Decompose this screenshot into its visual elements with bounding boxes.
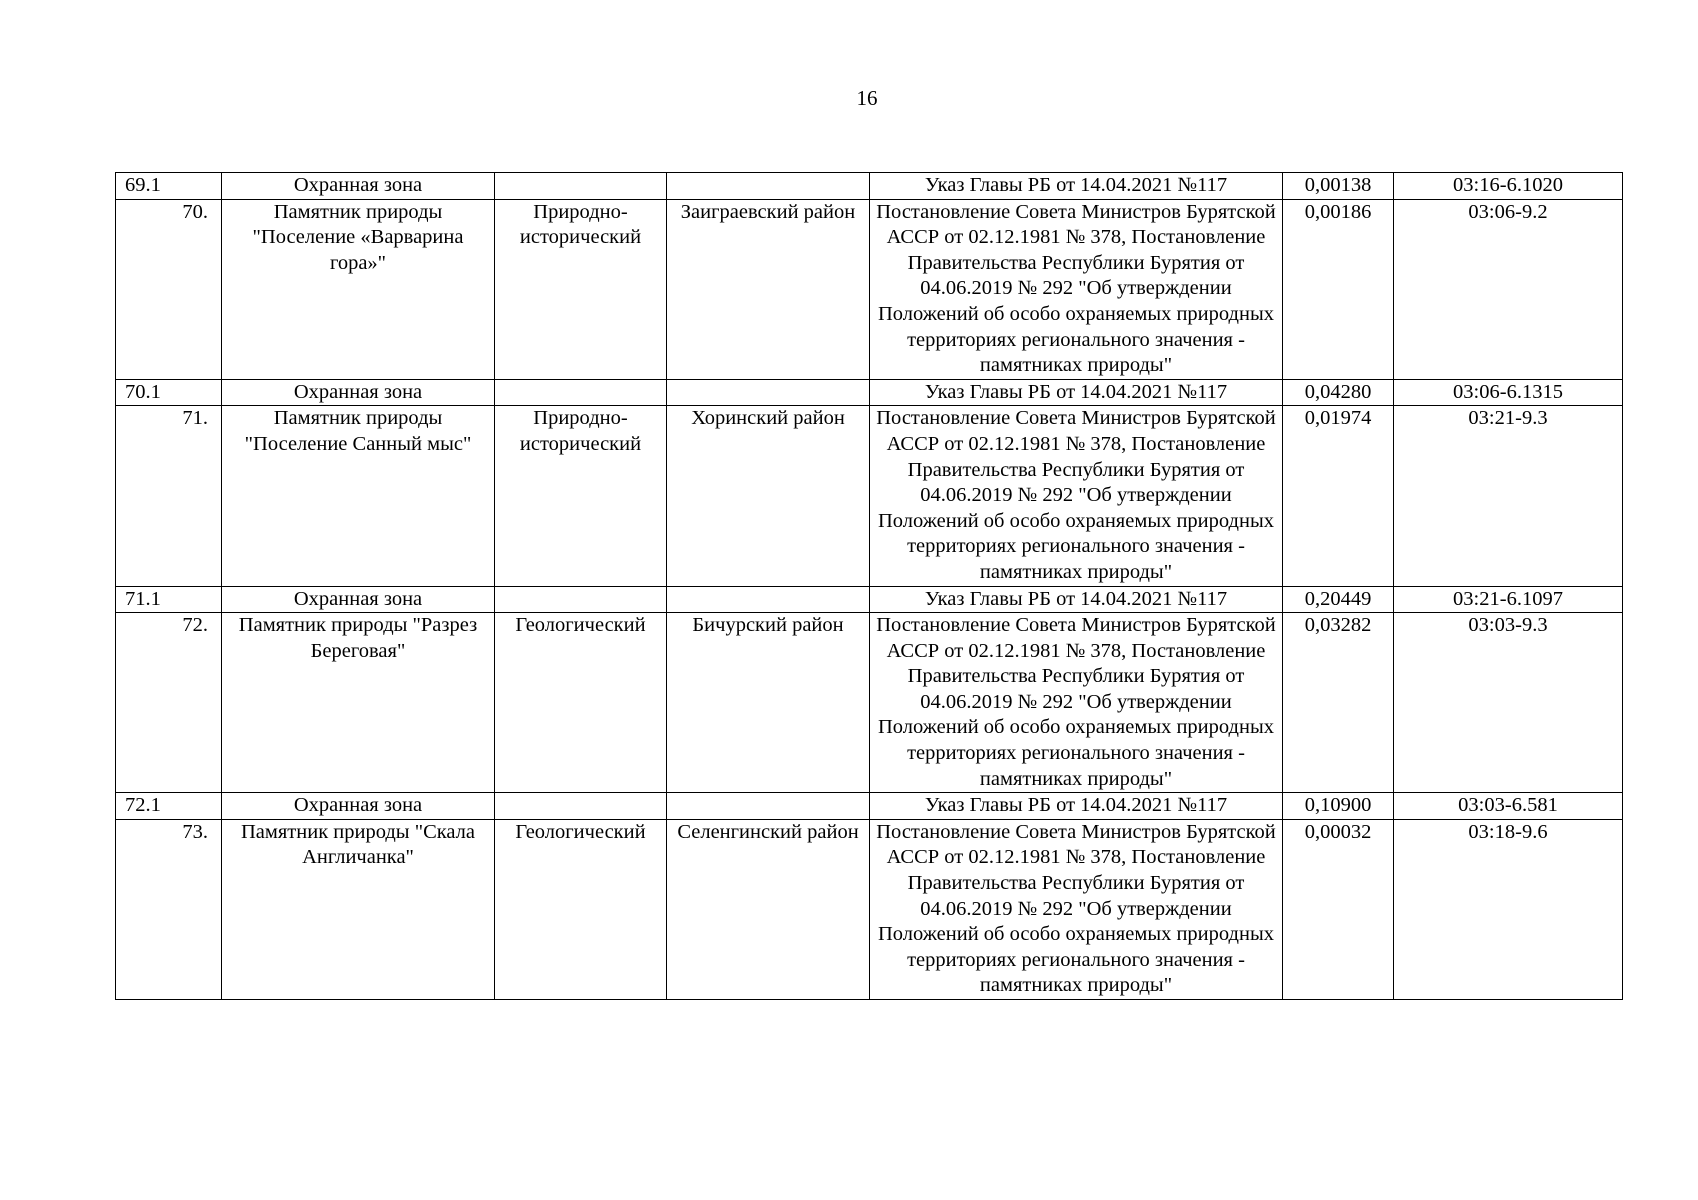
table-row xyxy=(116,379,1623,406)
registry-code: 03:06-9.2 xyxy=(1394,199,1623,379)
object-district: Заиграевский район xyxy=(667,199,870,379)
object-profile: Геологический xyxy=(495,613,667,793)
row-number: 70.1 xyxy=(116,379,222,406)
object-name: Охранная зона xyxy=(222,173,495,200)
legal-document: Указ Главы РБ от 14.04.2021 №117 xyxy=(870,586,1283,613)
row-number: 71.1 xyxy=(116,586,222,613)
object-area: 0,03282 xyxy=(1283,613,1394,793)
object-district: Бичурский район xyxy=(667,613,870,793)
table-row xyxy=(116,613,1623,793)
object-area: 0,00032 xyxy=(1283,819,1394,999)
table-row xyxy=(116,819,1623,999)
protected-areas-table xyxy=(115,172,1623,1000)
object-area: 0,20449 xyxy=(1283,586,1394,613)
legal-document: Указ Главы РБ от 14.04.2021 №117 xyxy=(870,173,1283,200)
object-area: 0,10900 xyxy=(1283,793,1394,820)
object-name: Охранная зона xyxy=(222,793,495,820)
registry-code: 03:21-6.1097 xyxy=(1394,586,1623,613)
registry-code: 03:06-6.1315 xyxy=(1394,379,1623,406)
legal-document: Постановление Совета Министров Бурятской АССР от 02.12.1981 № 378, Постановление Правительства Республики Бурятия от 04.06.2019 № 292 "Об утверждении Положений об особо охраняемых природных территориях регионального значения - памятниках природы" xyxy=(870,199,1283,379)
legal-document: Указ Главы РБ от 14.04.2021 №117 xyxy=(870,379,1283,406)
object-district xyxy=(667,793,870,820)
object-district xyxy=(667,586,870,613)
table-row xyxy=(116,793,1623,820)
registry-code: 03:21-9.3 xyxy=(1394,406,1623,586)
legal-document: Постановление Совета Министров Бурятской АССР от 02.12.1981 № 378, Постановление Правительства Республики Бурятия от 04.06.2019 № 292 "Об утверждении Положений об особо охраняемых природных территориях регионального значения - памятниках природы" xyxy=(870,613,1283,793)
page-number: 16 xyxy=(856,86,878,110)
object-name: Охранная зона xyxy=(222,379,495,406)
object-district xyxy=(667,173,870,200)
object-name: Памятник природы "Скала Англичанка" xyxy=(222,819,495,999)
registry-code: 03:03-9.3 xyxy=(1394,613,1623,793)
table-row xyxy=(116,406,1623,586)
object-district xyxy=(667,379,870,406)
row-number: 71. xyxy=(116,406,222,586)
registry-code: 03:18-9.6 xyxy=(1394,819,1623,999)
row-number: 73. xyxy=(116,819,222,999)
object-area: 0,00186 xyxy=(1283,199,1394,379)
row-number: 70. xyxy=(116,199,222,379)
object-area: 0,04280 xyxy=(1283,379,1394,406)
object-profile xyxy=(495,379,667,406)
table-row xyxy=(116,586,1623,613)
object-profile: Геологический xyxy=(495,819,667,999)
legal-document: Постановление Совета Министров Бурятской АССР от 02.12.1981 № 378, Постановление Правительства Республики Бурятия от 04.06.2019 № 292 "Об утверждении Положений об особо охраняемых природных территориях регионального значения - памятниках природы" xyxy=(870,406,1283,586)
object-name: Охранная зона xyxy=(222,586,495,613)
object-name: Памятник природы "Разрез Береговая" xyxy=(222,613,495,793)
legal-document: Постановление Совета Министров Бурятской АССР от 02.12.1981 № 378, Постановление Правительства Республики Бурятия от 04.06.2019 № 292 "Об утверждении Положений об особо охраняемых природных территориях регионального значения - памятниках природы" xyxy=(870,819,1283,999)
object-district: Селенгинский район xyxy=(667,819,870,999)
row-number: 72. xyxy=(116,613,222,793)
object-profile: Природно-исторический xyxy=(495,406,667,586)
object-profile xyxy=(495,173,667,200)
object-name: Памятник природы "Поселение «Варварина гора»" xyxy=(222,199,495,379)
object-area: 0,01974 xyxy=(1283,406,1394,586)
object-profile xyxy=(495,793,667,820)
table-row xyxy=(116,199,1623,379)
legal-document: Указ Главы РБ от 14.04.2021 №117 xyxy=(870,793,1283,820)
registry-code: 03:03-6.581 xyxy=(1394,793,1623,820)
row-number: 69.1 xyxy=(116,173,222,200)
registry-code: 03:16-6.1020 xyxy=(1394,173,1623,200)
object-area: 0,00138 xyxy=(1283,173,1394,200)
object-district: Хоринский район xyxy=(667,406,870,586)
table-row xyxy=(116,173,1623,200)
object-profile xyxy=(495,586,667,613)
object-name: Памятник природы "Поселение Санный мыс" xyxy=(222,406,495,586)
row-number: 72.1 xyxy=(116,793,222,820)
object-profile: Природно-исторический xyxy=(495,199,667,379)
